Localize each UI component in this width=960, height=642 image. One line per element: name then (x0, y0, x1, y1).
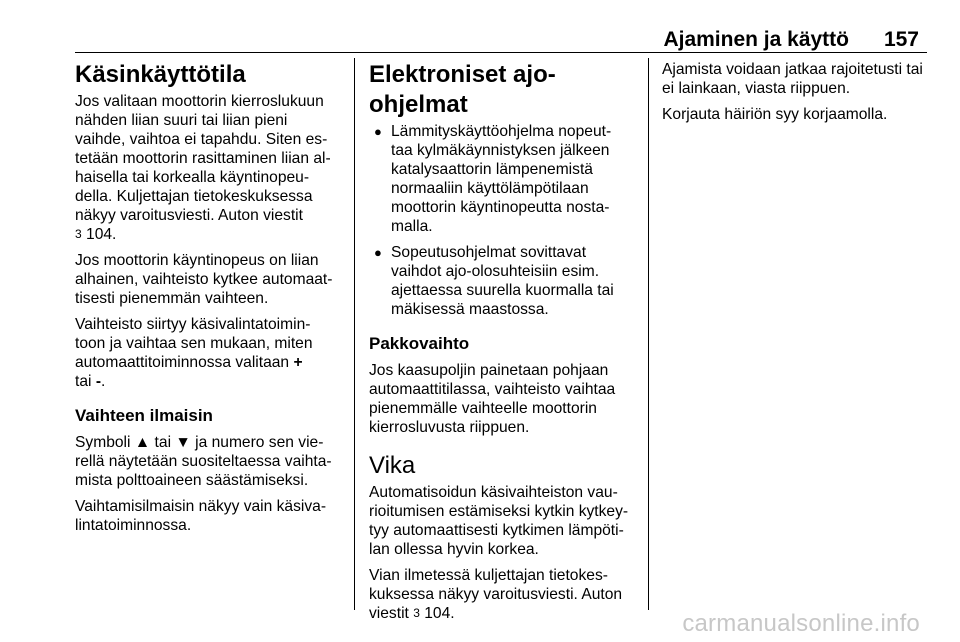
page-reference: 104. (81, 226, 117, 243)
watermark-text: carmanualsonline.info (682, 610, 920, 637)
text-line: Ajamista voidaan jatkaa rajoitetusti tai (662, 61, 923, 78)
text-line: alhainen, vaihteisto kytkee automaat- (75, 271, 333, 288)
column-divider-2 (648, 58, 649, 610)
paragraph-repair: Korjauta häiriön syy korjaamolla. (662, 106, 888, 123)
program-list (369, 122, 635, 319)
text-line: automaattitoiminnossa valitaan (75, 354, 294, 371)
text-line: Symboli ▲ tai ▼ ja numero sen vie- (75, 434, 324, 451)
text-line: Sopeutusohjelmat sovittavat (391, 244, 587, 261)
paragraph-gear-indicator-2 (75, 497, 343, 535)
text-line: rellä näytetään suositeltaessa vaihta- (75, 453, 332, 470)
text-line: tai (75, 373, 96, 390)
text-line: tyy automaattisesti kytkimen lämpöti- (369, 522, 624, 539)
bullet-icon: ● (374, 245, 382, 260)
page-reference-icon: 3 (75, 227, 82, 241)
heading-gear-indicator: Vaihteen ilmaisin (75, 406, 213, 425)
text-line: lan ollessa hyvin korkea. (369, 541, 539, 558)
heading-manual-mode: Käsinkäyttötila (75, 61, 246, 88)
list-item (369, 243, 635, 319)
column-2 (369, 60, 635, 630)
text-line: Vian ilmetessä kuljettajan tietokes- (369, 567, 608, 584)
text-line: normaaliin käyttölämpötilaan (391, 180, 589, 197)
text-line: tetään moottorin rasittaminen liian al- (75, 150, 331, 167)
text-line: haisella tai korkealla käyntinopeu- (75, 169, 310, 186)
plus-symbol: + (293, 354, 303, 371)
text-period: . (101, 373, 106, 390)
text-line: Jos moottorin käyntinopeus on liian (75, 252, 319, 269)
text-line: Jos kaasupoljin painetaan pohjaan (369, 362, 609, 379)
page-reference: 104. (419, 605, 455, 622)
text-line: tisesti pienemmän vaihteen. (75, 290, 269, 307)
text-line: Jos valitaan moottorin kierroslukuun (75, 93, 324, 110)
text-line: Automatisoidun käsivaihteiston vau- (369, 484, 618, 501)
paragraph-kickdown (369, 361, 635, 437)
header-rule (75, 52, 927, 53)
paragraph-continue-driving (662, 60, 932, 98)
text-line: pienemmälle vaihteelle moottorin (369, 400, 597, 417)
bullet-icon: ● (374, 124, 382, 139)
minus-symbol: - (95, 373, 102, 390)
text-line: Lämmityskäyttöohjelma nopeut- (391, 123, 612, 140)
paragraph-manual-mode-3 (75, 315, 343, 391)
column-3 (662, 60, 932, 131)
text-line: moottorin käyntinopeutta nosta- (391, 199, 610, 216)
text-line: kierrosluvusta riippuen. (369, 419, 530, 436)
paragraph-fault-2 (369, 566, 635, 623)
text-line: Vaihteisto siirtyy käsivalintatoimin- (75, 316, 311, 333)
text-line: toon ja vaihtaa sen mukaan, miten (75, 335, 313, 352)
text-line: malla. (391, 218, 433, 235)
text-line: automaattitilassa, vaihteisto vaihtaa (369, 381, 616, 398)
paragraph-fault-1 (369, 483, 635, 559)
heading-fault: Vika (369, 452, 416, 479)
text-line: vaihdot ajo-olosuhteisiin esim. (391, 263, 600, 280)
text-line: vaihde, vaihtoa ei tapahdu. Siten es- (75, 131, 328, 148)
paragraph-gear-indicator-1 (75, 433, 343, 490)
text-line: della. Kuljettajan tietokeskuksessa (75, 188, 313, 205)
text-line: ei lainkaan, viasta riippuen. (662, 80, 851, 97)
text-line: nähden liian suuri tai liian pieni (75, 112, 288, 129)
text-line: lintatoiminnossa. (75, 517, 192, 534)
column-divider-1 (354, 58, 355, 610)
paragraph-manual-mode-1 (75, 92, 343, 244)
text-line: mäkisessä maastossa. (391, 301, 549, 318)
text-line: taa kylmäkäynnistyksen jälkeen (391, 142, 610, 159)
text-line: katalysaattorin lämpenemistä (391, 161, 593, 178)
text-line: Vaihtamisilmaisin näkyy vain käsiva- (75, 498, 327, 515)
section-title: Ajaminen ja käyttö (663, 28, 849, 51)
heading-electronic-programs: Elektroniset ajo-ohjelmat (369, 61, 556, 118)
list-item (369, 122, 635, 236)
page-number: 157 (883, 28, 919, 51)
page-reference-icon: 3 (413, 606, 420, 620)
heading-kickdown: Pakkovaihto (369, 334, 470, 353)
column-1 (75, 60, 343, 542)
text-line: mista polttoaineen säästämiseksi. (75, 472, 309, 489)
paragraph-manual-mode-2 (75, 251, 343, 308)
page-header (75, 24, 927, 50)
text-line: näkyy varoitusviesti. Auton viestit (75, 207, 303, 224)
text-line: kuksessa näkyy varoitusviesti. Auton (369, 586, 623, 603)
text-line: ajettaessa suurella kuormalla tai (391, 282, 614, 299)
text-line: viestit (369, 605, 414, 622)
text-line: rioitumisen estämiseksi kytkin kytkey- (369, 503, 629, 520)
